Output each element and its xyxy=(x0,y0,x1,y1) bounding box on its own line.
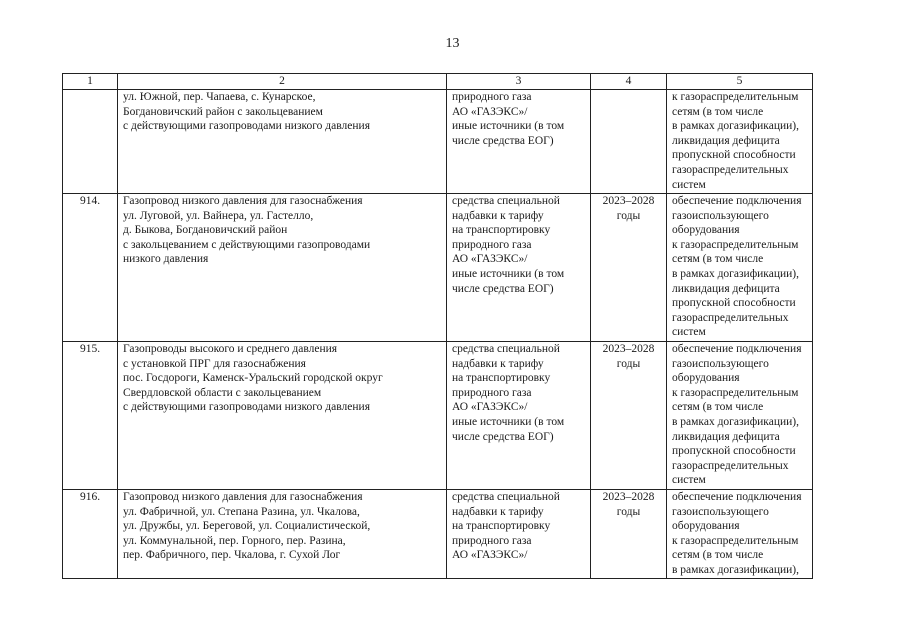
object-name-line: д. Быкова, Богдановичский район xyxy=(123,224,288,237)
purpose-line: сетям (в том числе xyxy=(672,253,764,266)
object-name-line: Газопровод низкого давления для газоснабжения xyxy=(123,491,363,503)
purpose-line: оборудования xyxy=(672,520,740,533)
purpose-line: обеспечение подключения xyxy=(672,343,802,355)
funding-source-line: средства специальной xyxy=(452,195,560,207)
purpose-line: в рамках догазификации), xyxy=(672,120,799,133)
purpose-line: к газораспределительным xyxy=(672,534,799,547)
purpose-line: в рамках догазификации), xyxy=(672,267,799,280)
funding-source-line: АО «ГАЗЭКС»/ xyxy=(452,549,528,562)
purpose-cell xyxy=(667,90,813,194)
funding-source-line: природного газа xyxy=(452,238,532,251)
column-header: 1 xyxy=(63,74,118,90)
object-name-cell xyxy=(118,342,447,490)
funding-source-line: на транспортировку xyxy=(452,224,551,237)
funding-source-line: числе средства ЕОГ) xyxy=(452,282,554,295)
page-number: 13 xyxy=(445,36,460,51)
column-header: 5 xyxy=(667,74,813,90)
object-name-cell xyxy=(118,194,447,342)
purpose-line: в рамках догазификации), xyxy=(672,563,799,576)
purpose-line: оборудования xyxy=(672,372,740,385)
object-name-line: Газопровод низкого давления для газоснабжения xyxy=(123,195,363,207)
implementation-years-cell: 2023–2028 годы xyxy=(591,194,667,342)
purpose-line: газораспределительных xyxy=(672,459,789,472)
table-row xyxy=(63,490,813,579)
purpose-line: ликвидация дефицита xyxy=(672,134,780,147)
purpose-line: газоиспользующего xyxy=(672,209,769,222)
purpose-line: пропускной способности xyxy=(672,445,796,458)
object-name-line: ул. Коммунальной, пер. Горного, пер. Разина, xyxy=(123,534,346,547)
object-name-line: Свердловской области с закольцеванием xyxy=(123,386,322,399)
funding-source-line: природного газа xyxy=(452,91,532,103)
purpose-line: сетям (в том числе xyxy=(672,401,764,414)
funding-source-cell xyxy=(447,194,591,342)
funding-source-line: средства специальной xyxy=(452,343,560,355)
purpose-line: обеспечение подключения xyxy=(672,195,802,207)
implementation-years-cell xyxy=(591,90,667,194)
object-name-line: пер. Фабричного, пер. Чкалова, г. Сухой Лог xyxy=(123,549,341,562)
column-header: 3 xyxy=(447,74,591,90)
object-name-line: ул. Южной, пер. Чапаева, с. Кунарское, xyxy=(123,91,316,103)
purpose-line: в рамках догазификации), xyxy=(672,415,799,428)
funding-source-cell xyxy=(447,490,591,579)
row-number-cell: 916. xyxy=(63,490,118,579)
object-name-line: Газопроводы высокого и среднего давления xyxy=(123,343,338,355)
purpose-line: систем xyxy=(672,178,706,191)
object-name-line: с закольцеванием с действующими газопроводами xyxy=(123,238,371,251)
table-row xyxy=(63,194,813,342)
object-name-cell xyxy=(118,90,447,194)
object-name-line: с установкой ПРГ для газоснабжения xyxy=(123,357,306,370)
purpose-line: пропускной способности xyxy=(672,149,796,162)
purpose-line: ликвидация дефицита xyxy=(672,282,780,295)
column-header: 2 xyxy=(118,74,447,90)
purpose-line: к газораспределительным xyxy=(672,238,799,251)
purpose-line: систем xyxy=(672,326,706,339)
funding-source-line: природного газа xyxy=(452,534,532,547)
funding-source-line: иные источники (в том xyxy=(452,120,565,133)
purpose-line: к газораспределительным xyxy=(672,386,799,399)
row-number-cell: 914. xyxy=(63,194,118,342)
purpose-line: сетям (в том числе xyxy=(672,105,764,118)
purpose-cell xyxy=(667,342,813,490)
object-name-line: Богдановичский район с закольцеванием xyxy=(123,105,323,118)
funding-source-line: на транспортировку xyxy=(452,520,551,533)
funding-source-line: иные источники (в том xyxy=(452,415,565,428)
purpose-line: сетям (в том числе xyxy=(672,549,764,562)
funding-source-line: надбавки к тарифу xyxy=(452,357,544,370)
object-name-line: с действующими газопроводами низкого давления xyxy=(123,401,370,414)
table-row xyxy=(63,90,813,194)
purpose-line: ликвидация дефицита xyxy=(672,430,780,443)
object-name-cell xyxy=(118,490,447,579)
purpose-line: к газораспределительным xyxy=(672,91,799,103)
funding-source-cell xyxy=(447,342,591,490)
purpose-line: газораспределительных xyxy=(672,311,789,324)
header-row xyxy=(63,74,813,90)
purpose-cell xyxy=(667,490,813,579)
projects-table xyxy=(62,73,813,579)
funding-source-line: надбавки к тарифу xyxy=(452,209,544,222)
purpose-line: пропускной способности xyxy=(672,297,796,310)
purpose-line: газоиспользующего xyxy=(672,357,769,370)
implementation-years-cell: 2023–2028 годы xyxy=(591,342,667,490)
funding-source-line: числе средства ЕОГ) xyxy=(452,134,554,147)
object-name-line: пос. Госдороги, Каменск-Уральский городской округ xyxy=(123,372,383,385)
row-number-cell xyxy=(63,90,118,194)
object-name-line: с действующими газопроводами низкого давления xyxy=(123,120,370,133)
funding-source-line: надбавки к тарифу xyxy=(452,505,544,518)
funding-source-cell xyxy=(447,90,591,194)
funding-source-line: на транспортировку xyxy=(452,372,551,385)
funding-source-line: АО «ГАЗЭКС»/ xyxy=(452,105,528,118)
row-number-cell: 915. xyxy=(63,342,118,490)
funding-source-line: средства специальной xyxy=(452,491,560,503)
object-name-line: ул. Фабричной, ул. Степана Разина, ул. Чкалова, xyxy=(123,505,360,518)
purpose-line: газораспределительных xyxy=(672,163,789,176)
purpose-line: газоиспользующего xyxy=(672,505,769,518)
object-name-line: низкого давления xyxy=(123,253,209,266)
purpose-cell xyxy=(667,194,813,342)
purpose-line: оборудования xyxy=(672,224,740,237)
purpose-line: обеспечение подключения xyxy=(672,491,802,503)
column-header: 4 xyxy=(591,74,667,90)
implementation-years-cell: 2023–2028 годы xyxy=(591,490,667,579)
purpose-line: систем xyxy=(672,474,706,487)
funding-source-line: числе средства ЕОГ) xyxy=(452,430,554,443)
funding-source-line: АО «ГАЗЭКС»/ xyxy=(452,401,528,414)
funding-source-line: природного газа xyxy=(452,386,532,399)
object-name-line: ул. Дружбы, ул. Береговой, ул. Социалистической, xyxy=(123,520,371,533)
table-row xyxy=(63,342,813,490)
object-name-line: ул. Луговой, ул. Вайнера, ул. Гастелло, xyxy=(123,209,314,222)
funding-source-line: иные источники (в том xyxy=(452,267,565,280)
funding-source-line: АО «ГАЗЭКС»/ xyxy=(452,253,528,266)
